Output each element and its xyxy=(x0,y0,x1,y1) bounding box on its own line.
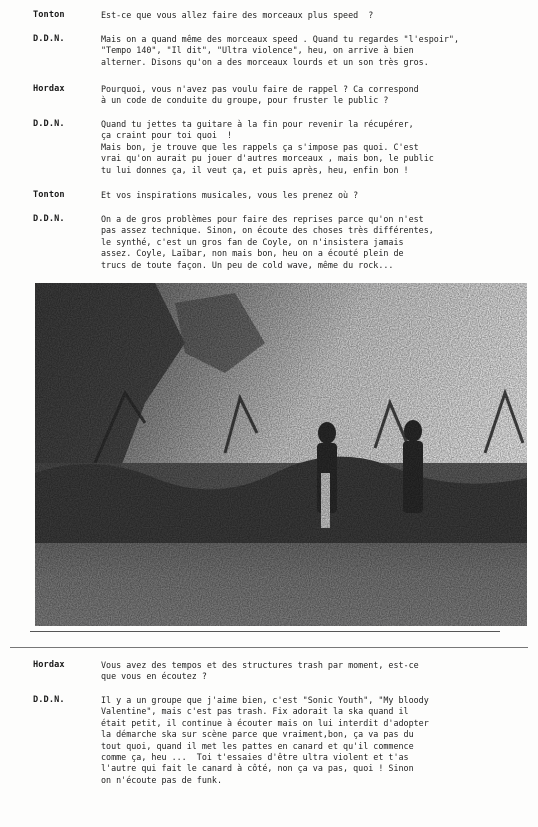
speech-text: Il y a un groupe que j'aime bien, c'est "Sonic Youth", "My bloody Valentine", mais c'est pas trash. Fix adorait la ska quand il était petit, il continue à écouter mais on lui interdit d'adopter la démarche ska sur scène parce que vraiment,bon, ça va pas du tout quoi, quand il met les pattes en canard et qu'il commence comme ça, heu ... Toi t'essaies d'être ultra violent et t'as l'autre qui fait le canard à côté, non ça va pas, quoi ! Sinon on n'écoute pas de funk. xyxy=(101,695,429,785)
speaker-label: Hordax xyxy=(33,660,65,670)
speech-text: Pourquoi, vous n'avez pas voulu faire de rappel ? Ca correspond à un code de conduite du groupe, pour fruster le public ? xyxy=(101,84,419,106)
speaker-label: Hordax xyxy=(33,84,65,94)
speaker-label: D.D.N. xyxy=(33,214,65,224)
speech-text: On a de gros problèmes pour faire des reprises parce qu'on n'est pas assez technique. Sinon, on écoute des choses très différentes, le synthé, c'est un gros fan de Coyle, on n'insistera jamais assez. Coyle, Laïbar, non mais bon, heu on a écouté plein de trucs de toute façon. Un peu de cold wave, même du rock... xyxy=(101,214,434,270)
concert-photo xyxy=(35,283,527,626)
speaker-label: Tonton xyxy=(33,10,65,20)
speaker-label: D.D.N. xyxy=(33,695,65,705)
divider-line xyxy=(30,631,500,632)
speaker-label: D.D.N. xyxy=(33,119,65,129)
speech-text: Vous avez des tempos et des structures trash par moment, est-ce que vous en écoutez ? xyxy=(101,660,419,682)
speaker-label: D.D.N. xyxy=(33,34,65,44)
photo-image xyxy=(35,283,527,626)
speech-text: Quand tu jettes ta guitare à la fin pour revenir la récupérer, ça craint pour toi quoi ! Mais bon, je trouve que les rappels ça s'impose pas quoi. C'est vrai qu'on aurait pu jouer d'autres morceaux , mais bon, le public tu lui donnes ça, il veut ça, et puis après, heu, enfin bon ! xyxy=(101,119,434,175)
speech-text: Et vos inspirations musicales, vous les prenez où ? xyxy=(101,190,359,200)
divider-line xyxy=(10,647,528,648)
speech-text: Est-ce que vous allez faire des morceaux plus speed ? xyxy=(101,10,374,20)
speech-text: Mais on a quand même des morceaux speed . Quand tu regardes "l'espoir", "Tempo 140", "Il dit", "Ultra violence", heu, on arrive à bien alterner. Disons qu'on a des morceaux lourds et un son très gros. xyxy=(101,34,459,67)
speaker-label: Tonton xyxy=(33,190,65,200)
